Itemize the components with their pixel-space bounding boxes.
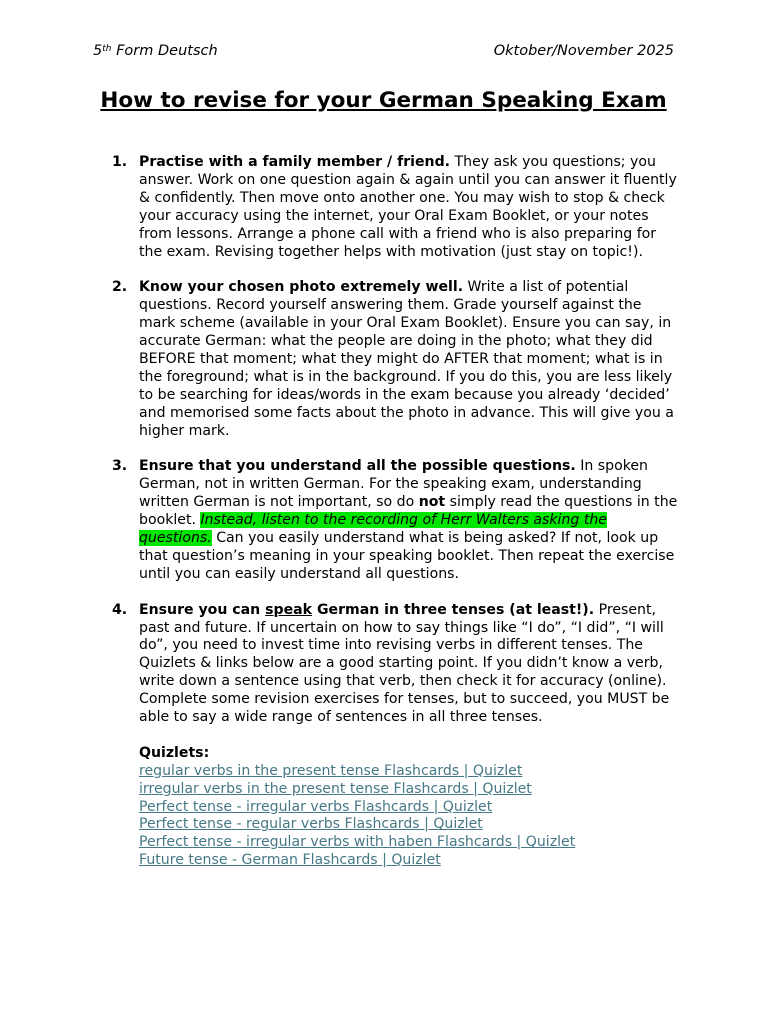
quizlet-links	[139, 763, 678, 870]
list-item	[112, 154, 678, 261]
header-date: Oktober/November 2025	[493, 43, 674, 59]
quizlet-link[interactable]: Perfect tense - regular verbs Flashcards | Quizlet	[139, 816, 483, 833]
header-class: 5th Form Deutsch	[93, 43, 218, 59]
quizlet-link[interactable]: regular verbs in the present tense Flashcards | Quizlet	[139, 762, 523, 779]
list-item	[112, 279, 678, 440]
item-body: Ensure that you understand all the possible questions. In spoken German, not in written German. For the speaking exam, understanding written German is not important, so do not simply read the questions in the booklet. Instead, listen to the recording of Herr Walters asking the questions. Can you easily understand what is being asked? If not, look up that question’s meaning in your speaking booklet. Then repeat the exercise until you can easily understand all questions.	[139, 458, 678, 582]
quizlet-link[interactable]: irregular verbs in the present tense Flashcards | Quizlet	[139, 780, 532, 797]
item-number: 1.	[112, 154, 128, 170]
quizlets-section	[139, 745, 678, 870]
item-paragraph: Ensure you can speak German in three tenses (at least!). Present, past and future. If uncertain on how to say things like “I do”, “I did”, “I will do”, you need to invest time into revising verbs in different tenses. The Quizlets & links below are a good starting point. If you didn’t know a verb, write down a sentence using that verb, then check it for accuracy (online). Complete some revision exercises for tenses, but to succeed, you MUST be able to say a wide range of sentences in all three tenses.	[139, 601, 670, 726]
item-body	[139, 602, 678, 871]
list-item	[112, 458, 678, 583]
item-number: 3.	[112, 458, 128, 475]
quizlet-link[interactable]: Future tense - German Flashcards | Quizlet	[139, 852, 441, 869]
item-body: Know your chosen photo extremely well. Write a list of potential questions. Record yourself answering them. Grade yourself against the mark scheme (available in your Oral Exam Booklet). Ensure you can say, in accurate German: what the people are doing in the photo; what they did BEFORE that moment; what they might do AFTER that moment; what is in the foreground; what is in the background. If you do this, you are less likely to be searching for ideas/words in the exam because you already ‘decided’ and memorised some facts about the photo in advance. This will give you a higher mark.	[139, 279, 674, 439]
revision-tips-list	[112, 154, 678, 888]
highlighted-instruction: Instead, listen to the recording of Herr Walters asking the questions.	[139, 512, 607, 546]
page-header	[93, 42, 674, 60]
quizlets-heading: Quizlets:	[139, 744, 210, 761]
quizlet-link[interactable]: Perfect tense - irregular verbs Flashcards | Quizlet	[139, 798, 493, 815]
item-body: Practise with a family member / friend. They ask you questions; you answer. Work on one question again & again until you can answer it fluently & confidently. Then move onto another one. You may wish to stop & check your accuracy using the internet, your Oral Exam Booklet, or your notes from lessons. Arrange a phone call with a friend who is also preparing for the exam. Revising together helps with motivation (just stay on topic!).	[139, 154, 677, 260]
item-number: 2.	[112, 279, 128, 296]
item-number: 4.	[112, 601, 128, 618]
quizlet-link[interactable]: Perfect tense - irregular verbs with haben Flashcards | Quizlet	[139, 834, 576, 851]
document-title: How to revise for your German Speaking Exam	[100, 88, 667, 113]
list-item	[112, 602, 678, 871]
